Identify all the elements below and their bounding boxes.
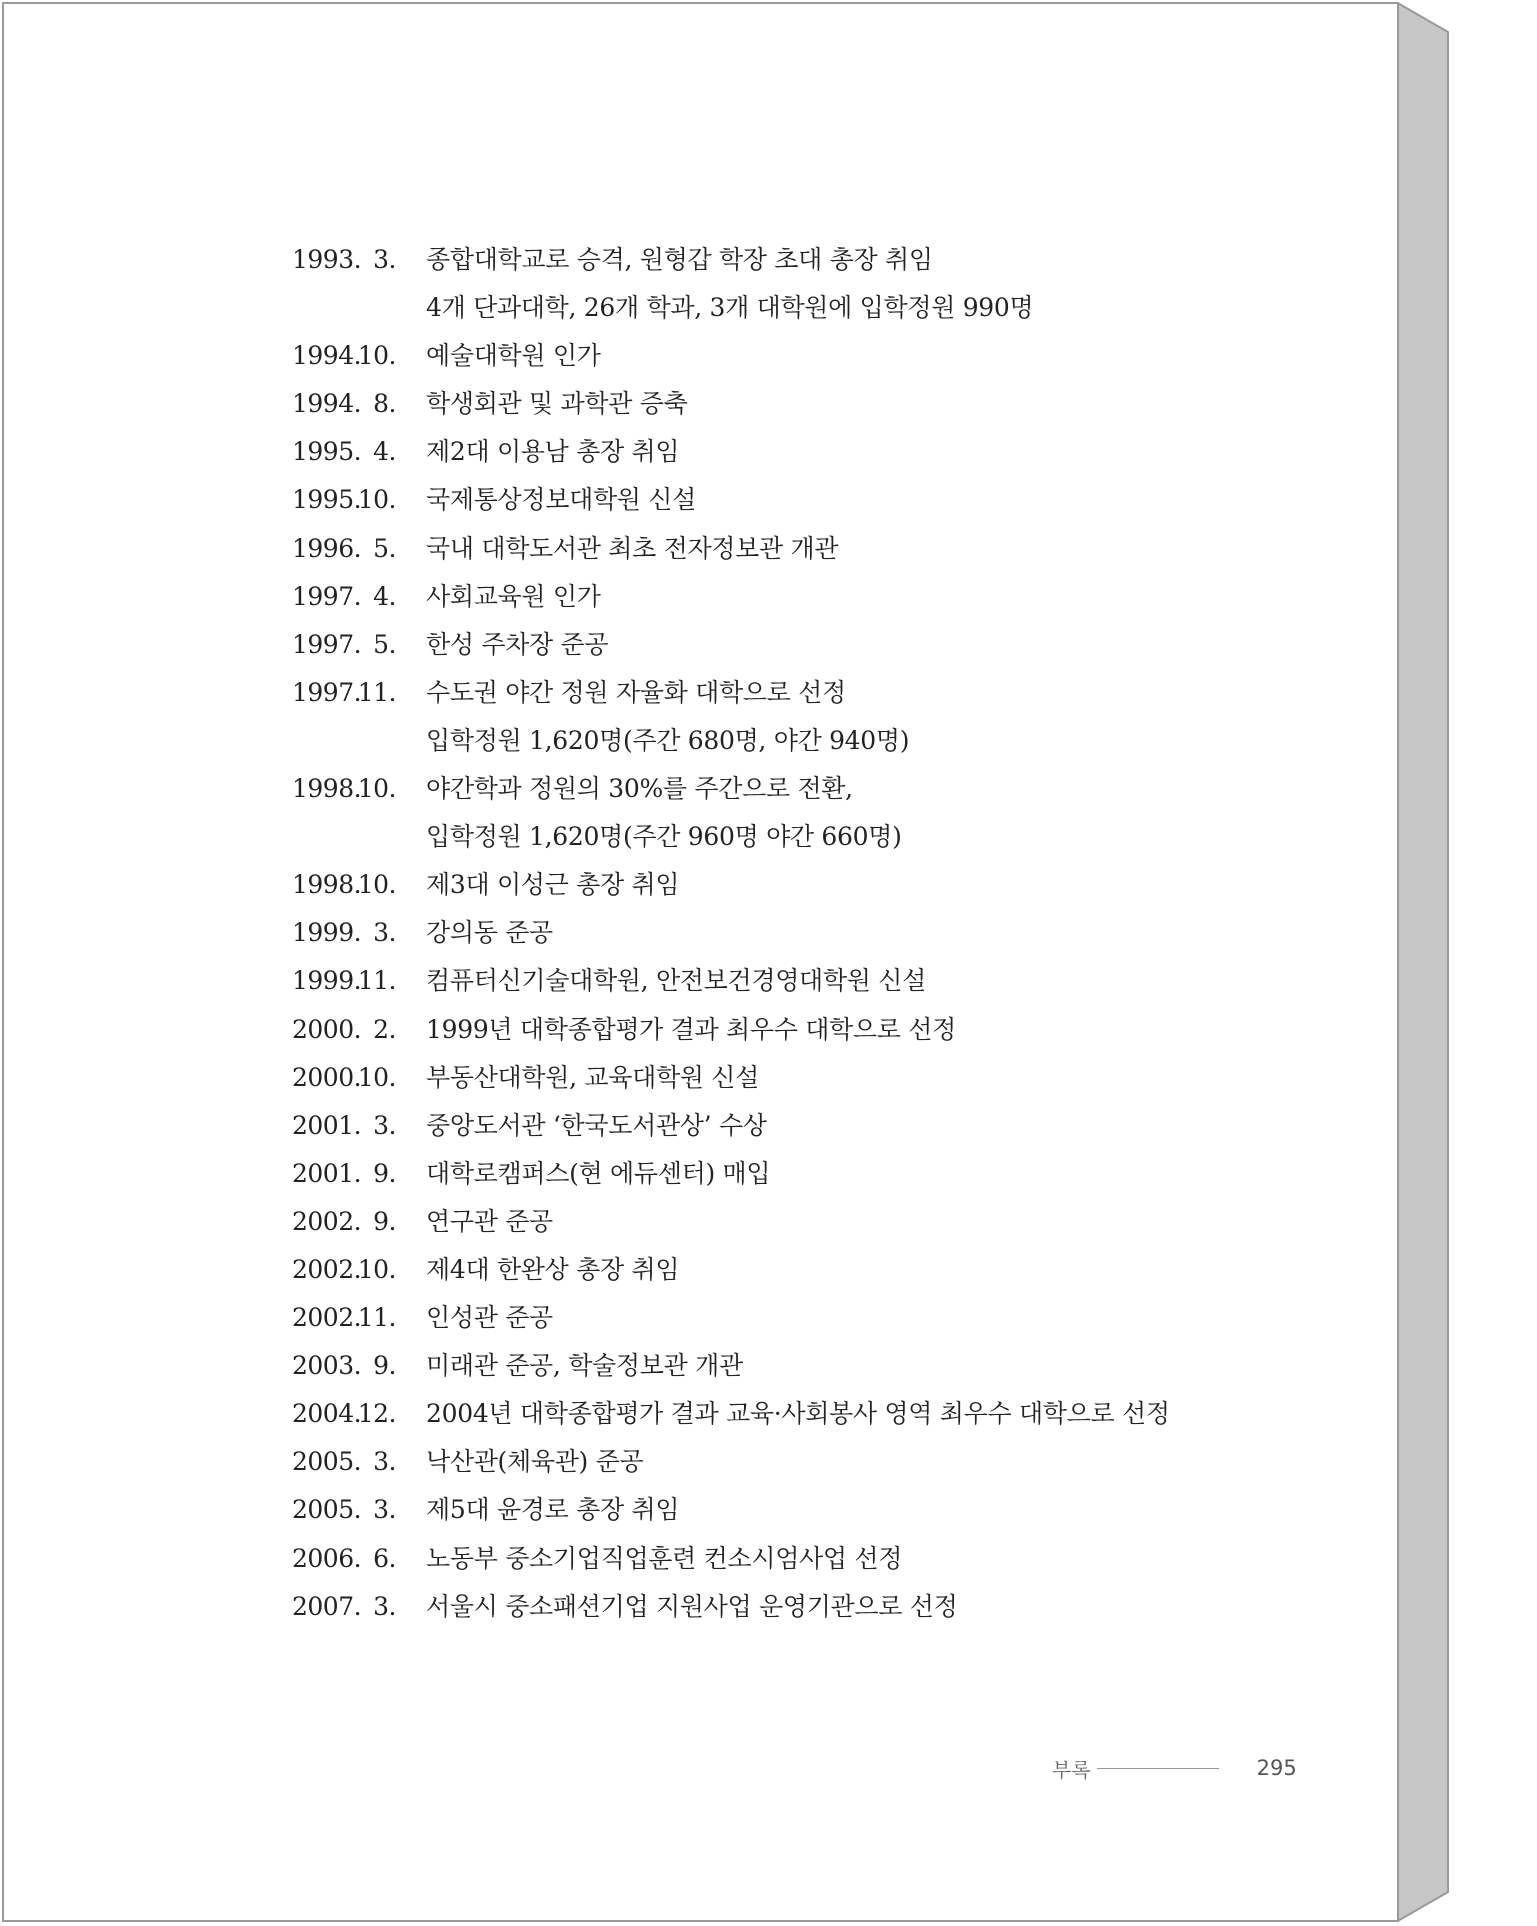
timeline-month: 9. [373,1351,396,1381]
timeline-month: 8. [373,389,396,419]
timeline-row [292,1390,1292,1438]
timeline-month: 10. [357,870,396,900]
document-page [2,2,1399,1922]
timeline-month: 9. [373,1158,396,1188]
timeline-event: 입학정원 1,620명(주간 680명, 야간 940명) [426,725,910,755]
timeline-event: 종합대학교로 승격, 원형갑 학장 초대 총장 취임 [426,245,933,274]
timeline-year: 2004. [292,1399,362,1429]
timeline-event: 학생회관 및 과학관 증축 [426,389,688,419]
timeline-month: 4. [373,581,396,611]
timeline-month: 10. [357,1254,396,1284]
timeline-year: 2000. [292,1014,362,1044]
timeline-row [292,765,1292,813]
timeline-year: 2005. [292,1447,362,1477]
timeline-row [292,1246,1292,1294]
timeline-year: 1995. [292,485,362,515]
timeline-month: 3. [373,1591,396,1621]
timeline-year: 1995. [292,437,362,467]
timeline-year: 2002. [292,1254,362,1284]
timeline-event: 국제통상정보대학원 신설 [426,485,696,515]
timeline-event: 사회교육원 인가 [426,581,601,611]
timeline-year: 1998. [292,870,362,900]
timeline-year: 2007. [292,1591,362,1621]
timeline-event: 한성 주차장 준공 [426,629,609,659]
timeline-row [292,861,1292,909]
timeline-event: 강의동 준공 [426,918,553,948]
timeline-year: 1999. [292,966,362,996]
timeline-month: 3. [373,1447,396,1477]
timeline-month: 3. [373,245,396,274]
timeline-row [292,1535,1292,1583]
timeline-row [292,1342,1292,1390]
timeline-year: 1996. [292,533,362,563]
timeline-row [292,1006,1292,1054]
timeline-event: 2004년 대학종합평가 결과 교육·사회봉사 영역 최우수 대학으로 선정 [426,1399,1170,1429]
timeline-year: 2001. [292,1158,362,1188]
timeline-month: 12. [357,1399,396,1429]
timeline-row [292,332,1292,380]
footer-section-label: 부록 [1052,1757,1091,1782]
timeline-row [292,813,1292,861]
timeline-event: 중앙도서관 ‘한국도서관상’ 수상 [426,1110,767,1140]
timeline-month: 3. [373,918,396,948]
timeline-year: 1993. [292,245,362,274]
timeline-event: 컴퓨터신기술대학원, 안전보건경영대학원 신설 [426,966,926,996]
timeline-year: 2005. [292,1495,362,1525]
timeline-row [292,957,1292,1005]
timeline-row [292,621,1292,669]
timeline-row [292,1294,1292,1342]
timeline-event: 수도권 야간 정원 자율화 대학으로 선정 [426,677,846,707]
timeline-year: 1997. [292,629,362,659]
timeline-month: 11. [357,1303,396,1333]
timeline-year: 1998. [292,774,362,804]
timeline-event: 제4대 한완상 총장 취임 [426,1254,680,1284]
page-edge-shadow [1396,2,1456,1922]
timeline-month: 10. [357,774,396,804]
timeline-month: 3. [373,1110,396,1140]
timeline-year: 1994. [292,389,362,419]
timeline-event: 인성관 준공 [426,1303,553,1333]
timeline-row [292,1198,1292,1246]
timeline-year: 2000. [292,1062,362,1092]
timeline-year: 1997. [292,677,362,707]
timeline-row [292,1054,1292,1102]
timeline-row [292,476,1292,524]
timeline-year: 2006. [292,1543,362,1573]
timeline-event: 1999년 대학종합평가 결과 최우수 대학으로 선정 [426,1014,956,1044]
timeline-row [292,428,1292,476]
timeline-event: 예술대학원 인가 [426,341,601,371]
timeline-event: 부동산대학원, 교육대학원 신설 [426,1062,759,1092]
page-footer [1052,1748,1302,1788]
timeline-month: 4. [373,437,396,467]
timeline-event: 서울시 중소패션기업 지원사업 운영기관으로 선정 [426,1591,958,1621]
timeline-row [292,717,1292,765]
timeline-year: 2001. [292,1110,362,1140]
timeline-row [292,380,1292,428]
timeline-month: 2. [373,1014,396,1044]
timeline-month: 11. [357,677,396,707]
page-number: 295 [1256,1756,1297,1780]
timeline-row [292,1583,1292,1631]
footer-rule [1097,1768,1219,1769]
timeline-year: 2002. [292,1206,362,1236]
timeline-year: 2002. [292,1303,362,1333]
timeline-year: 1997. [292,581,362,611]
timeline-row [292,909,1292,957]
timeline-month: 5. [373,533,396,563]
timeline-event: 입학정원 1,620명(주간 960명 야간 660명) [426,822,902,852]
timeline-row [292,284,1292,332]
timeline-year: 1994. [292,341,362,371]
timeline-month: 10. [357,485,396,515]
timeline-month: 10. [357,341,396,371]
timeline-event: 4개 단과대학, 26개 학과, 3개 대학원에 입학정원 990명 [426,293,1034,323]
timeline-event: 제5대 윤경로 총장 취임 [426,1495,680,1525]
timeline-row [292,1438,1292,1486]
timeline-event: 대학로캠퍼스(현 에듀센터) 매입 [426,1158,771,1188]
timeline-month: 3. [373,1495,396,1525]
timeline-row [292,1150,1292,1198]
timeline-event: 낙산관(체육관) 준공 [426,1447,644,1477]
timeline-row [292,236,1292,284]
timeline-row [292,669,1292,717]
timeline-month: 5. [373,629,396,659]
timeline-month: 9. [373,1206,396,1236]
timeline-month: 6. [373,1543,396,1573]
timeline-year: 2003. [292,1351,362,1381]
timeline-month: 10. [357,1062,396,1092]
timeline-event: 제3대 이성근 총장 취임 [426,870,680,900]
timeline-event: 연구관 준공 [426,1206,553,1236]
timeline-row [292,573,1292,621]
history-timeline [292,236,1292,1631]
timeline-event: 노동부 중소기업직업훈련 컨소시엄사업 선정 [426,1543,903,1573]
timeline-row [292,525,1292,573]
timeline-row [292,1102,1292,1150]
timeline-month: 11. [357,966,396,996]
timeline-year: 1999. [292,918,362,948]
timeline-event: 제2대 이용남 총장 취임 [426,437,680,467]
timeline-event: 국내 대학도서관 최초 전자정보관 개관 [426,533,839,563]
timeline-row [292,1486,1292,1534]
timeline-event: 야간학과 정원의 30%를 주간으로 전환, [426,774,853,804]
timeline-event: 미래관 준공, 학술정보관 개관 [426,1351,743,1381]
